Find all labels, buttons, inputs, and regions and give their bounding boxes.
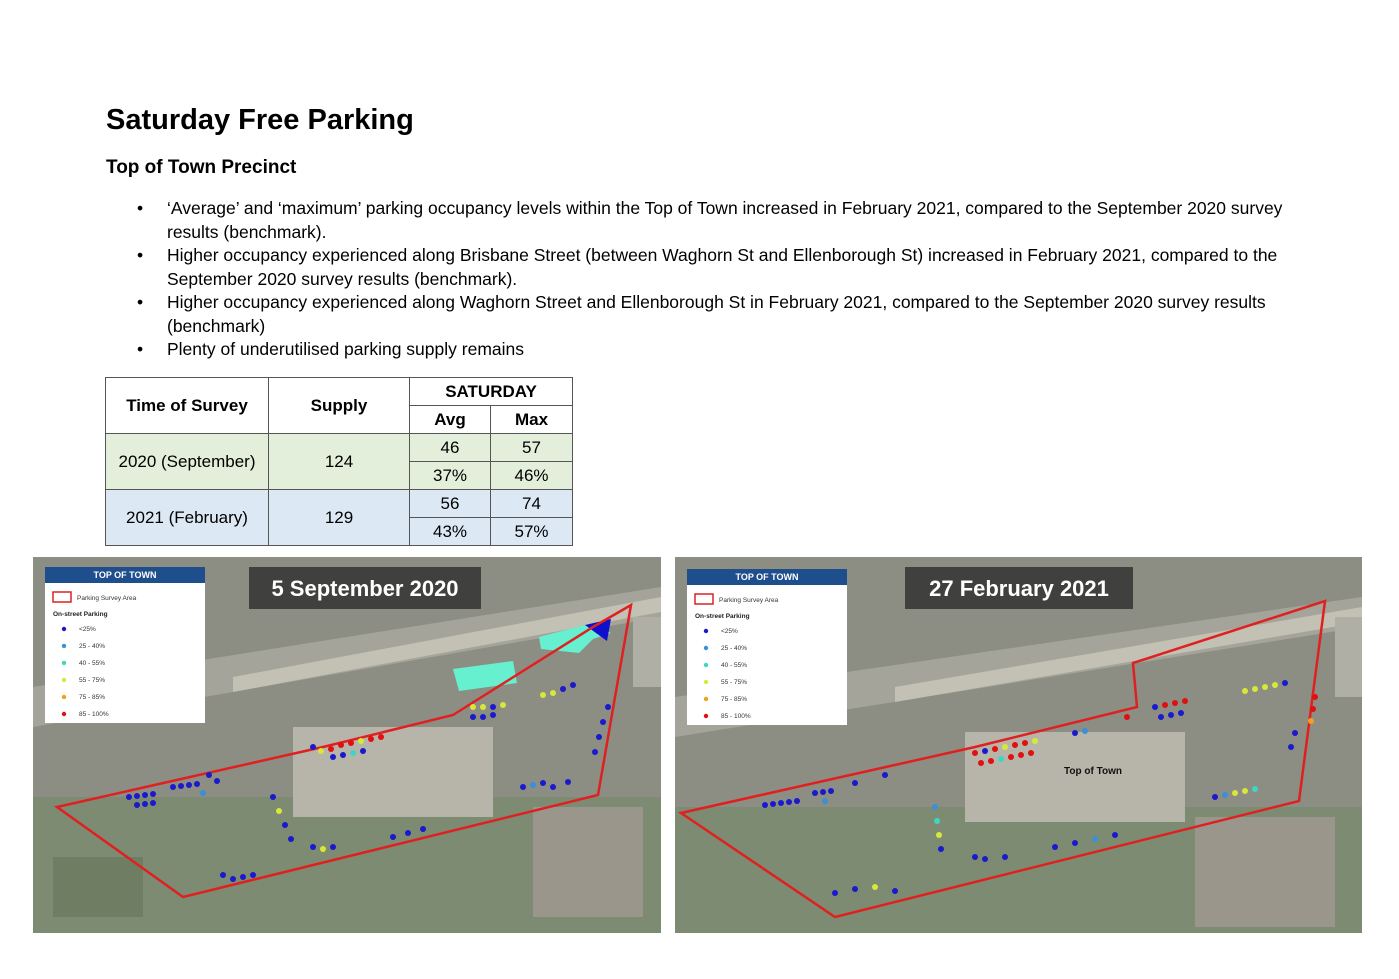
parking-dot — [170, 784, 176, 790]
parking-dot — [368, 736, 374, 742]
parking-dot — [1312, 694, 1318, 700]
parking-dot — [1158, 714, 1164, 720]
parking-dot — [1002, 854, 1008, 860]
legend-item-label: 75 - 85% — [79, 694, 106, 701]
legend-item-label: <25% — [721, 628, 738, 635]
parking-dot — [832, 890, 838, 896]
parking-dot — [490, 704, 496, 710]
map-date-label: 5 September 2020 — [271, 576, 459, 601]
legend-area-label: Parking Survey Area — [719, 597, 779, 604]
parking-dot — [1182, 698, 1188, 704]
parking-dot — [540, 692, 546, 698]
legend-title: TOP OF TOWN — [735, 572, 799, 582]
cell-max: 57 — [491, 434, 573, 462]
findings-list — [106, 197, 1306, 362]
parking-dot — [1308, 718, 1314, 724]
table-row — [106, 490, 573, 518]
list-item: • Higher occupancy experienced along Brisbane Street (between Waghorn St and Ellenborough St) increased in February 2021, compared to the September 2020 survey results (benchmark). — [137, 245, 1278, 289]
parking-dot — [938, 846, 944, 852]
parking-dot — [214, 778, 220, 784]
parking-dot — [1082, 728, 1088, 734]
parking-dot — [872, 884, 878, 890]
legend-item-label: 75 - 85% — [721, 696, 748, 703]
header-max: Max — [491, 406, 573, 434]
parking-dot — [592, 749, 598, 755]
buildings — [1335, 617, 1362, 697]
parking-dot — [1168, 712, 1174, 718]
parking-dot — [560, 686, 566, 692]
parking-dot — [220, 872, 226, 878]
parking-dot — [1072, 730, 1078, 736]
parking-dot — [1152, 704, 1158, 710]
parking-dot — [1212, 794, 1218, 800]
cell-max: 74 — [491, 490, 573, 518]
aerial-map — [33, 557, 661, 933]
parking-dot — [892, 888, 898, 894]
cell-avg: 56 — [410, 490, 491, 518]
table-row — [106, 434, 573, 462]
parking-dot — [820, 789, 826, 795]
parking-dot — [1178, 710, 1184, 716]
parking-dot — [186, 782, 192, 788]
parking-dot — [1124, 714, 1130, 720]
parking-dot — [1242, 788, 1248, 794]
parking-dot — [288, 836, 294, 842]
cell-max-pct: 46% — [491, 462, 573, 490]
bullet-icon: • — [137, 339, 144, 359]
vegetation — [53, 857, 143, 917]
parking-dot — [126, 794, 132, 800]
cell-supply: 124 — [269, 434, 410, 490]
legend-item-label: 85 - 100% — [79, 711, 109, 718]
map-september-2020 — [33, 557, 661, 933]
parking-dot — [318, 748, 324, 754]
legend-item-label: <25% — [79, 626, 96, 633]
legend-dot — [704, 646, 708, 650]
parking-dot — [550, 784, 556, 790]
parking-dot — [470, 704, 476, 710]
parking-dot — [936, 832, 942, 838]
parking-dot — [778, 800, 784, 806]
parking-dot — [992, 746, 998, 752]
parking-dot — [988, 758, 994, 764]
parking-dot — [982, 856, 988, 862]
cell-avg-pct: 43% — [410, 518, 491, 546]
parking-dot — [1272, 682, 1278, 688]
legend-dot — [62, 644, 66, 648]
parking-dot — [934, 818, 940, 824]
parking-dot — [1310, 706, 1316, 712]
parking-dot — [1282, 680, 1288, 686]
parking-dot — [1222, 792, 1228, 798]
header-supply: Supply — [269, 378, 410, 434]
parking-dot — [178, 783, 184, 789]
parking-dot — [1052, 844, 1058, 850]
parking-dot — [1288, 744, 1294, 750]
section-subtitle: Top of Town Precinct — [106, 157, 297, 178]
parking-dot — [762, 802, 768, 808]
parking-dot — [328, 746, 334, 752]
parking-dot — [360, 748, 366, 754]
parking-dot — [320, 846, 326, 852]
parking-dot — [490, 712, 496, 718]
parking-dot — [480, 714, 486, 720]
map-date-label: 27 February 2021 — [929, 576, 1109, 601]
parking-dot — [142, 801, 148, 807]
parking-dot — [982, 748, 988, 754]
map-february-2021 — [675, 557, 1362, 933]
legend-dot — [704, 663, 708, 667]
parking-dot — [565, 779, 571, 785]
map-legend — [45, 567, 205, 723]
parking-dot — [852, 780, 858, 786]
parking-dot — [358, 738, 364, 744]
parking-dot — [340, 752, 346, 758]
parking-dot — [150, 800, 156, 806]
cell-time: 2020 (September) — [106, 434, 269, 490]
parking-dot — [282, 822, 288, 828]
parking-dot — [470, 714, 476, 720]
parking-dot — [605, 704, 611, 710]
legend-dot — [62, 695, 66, 699]
parking-dot — [1018, 752, 1024, 758]
legend-item-label: 25 - 40% — [721, 645, 748, 652]
legend-title: TOP OF TOWN — [93, 570, 157, 580]
parking-dot — [150, 791, 156, 797]
parking-dot — [1028, 750, 1034, 756]
parking-dot — [520, 784, 526, 790]
buildings — [533, 807, 643, 917]
parking-dot — [390, 834, 396, 840]
parking-dot — [310, 744, 316, 750]
bullet-icon: • — [137, 245, 144, 265]
parking-dot — [1172, 700, 1178, 706]
legend-dot — [704, 680, 708, 684]
parking-dot — [1232, 790, 1238, 796]
parking-dot — [1092, 836, 1098, 842]
legend-dot — [62, 661, 66, 665]
legend-area-label: Parking Survey Area — [77, 595, 137, 602]
parking-dot — [270, 794, 276, 800]
parking-dot — [1012, 742, 1018, 748]
parking-dot — [596, 734, 602, 740]
list-item: • Plenty of underutilised parking supply remains — [106, 338, 1306, 362]
parking-dot — [420, 826, 426, 832]
parking-dot — [972, 854, 978, 860]
legend-dot — [704, 629, 708, 633]
legend-section-label: On-street Parking — [695, 613, 750, 620]
cell-max-pct: 57% — [491, 518, 573, 546]
parking-dot — [828, 788, 834, 794]
legend-dot — [704, 697, 708, 701]
legend-dot — [62, 712, 66, 716]
parking-dot — [1162, 702, 1168, 708]
parking-dot — [348, 740, 354, 746]
parking-dot — [405, 830, 411, 836]
bullet-icon: • — [137, 198, 144, 218]
legend-dot — [62, 678, 66, 682]
place-label: Top of Town — [1064, 766, 1122, 777]
parking-dot — [240, 874, 246, 880]
legend-item-label: 25 - 40% — [79, 643, 106, 650]
parking-dot — [998, 756, 1004, 762]
parking-dot — [200, 790, 206, 796]
cell-avg: 46 — [410, 434, 491, 462]
map-legend — [687, 569, 847, 725]
parking-dot — [1022, 740, 1028, 746]
parking-dot — [500, 702, 506, 708]
legend-item-label: 55 - 75% — [79, 677, 106, 684]
legend-dot — [704, 714, 708, 718]
legend-item-label: 40 - 55% — [79, 660, 106, 667]
parking-dot — [1262, 684, 1268, 690]
legend-section-label: On-street Parking — [53, 611, 108, 618]
parking-dot — [1032, 738, 1038, 744]
page-title: Saturday Free Parking — [106, 104, 414, 136]
parking-dot — [812, 790, 818, 796]
parking-dot — [230, 876, 236, 882]
parking-dot — [1252, 686, 1258, 692]
parking-dot — [206, 772, 212, 778]
parking-dot — [1072, 840, 1078, 846]
parking-dot — [330, 754, 336, 760]
parking-dot — [142, 792, 148, 798]
parking-dot — [540, 780, 546, 786]
list-item: • Higher occupancy experienced along Waghorn Street and Ellenborough St in February 2021, compared to the September 2020 survey results (benchmark) — [137, 292, 1266, 336]
legend-item-label: 40 - 55% — [721, 662, 748, 669]
buildings — [1195, 817, 1335, 927]
header-saturday: SATURDAY — [410, 378, 573, 406]
occupancy-table — [105, 377, 573, 546]
parking-dot — [794, 798, 800, 804]
parking-dot — [350, 750, 356, 756]
parking-dot — [786, 799, 792, 805]
parking-dot — [1242, 688, 1248, 694]
parking-dot — [932, 804, 938, 810]
parking-dot — [134, 802, 140, 808]
parking-dot — [550, 690, 556, 696]
legend-item-label: 85 - 100% — [721, 713, 751, 720]
parking-dot — [378, 734, 384, 740]
parking-dot — [1008, 754, 1014, 760]
parking-dot — [338, 742, 344, 748]
parking-dot — [972, 750, 978, 756]
parking-dot — [310, 844, 316, 850]
parking-dot — [1252, 786, 1258, 792]
parking-dot — [600, 719, 606, 725]
parking-dot — [978, 760, 984, 766]
cell-supply: 129 — [269, 490, 410, 546]
town-blocks — [293, 727, 493, 817]
parking-dot — [770, 801, 776, 807]
parking-dot — [194, 781, 200, 787]
cell-time: 2021 (February) — [106, 490, 269, 546]
buildings — [633, 617, 661, 687]
town-blocks — [965, 732, 1185, 822]
parking-dot — [570, 682, 576, 688]
parking-dot — [1002, 744, 1008, 750]
legend-item-label: 55 - 75% — [721, 679, 748, 686]
cell-avg-pct: 37% — [410, 462, 491, 490]
parking-dot — [330, 844, 336, 850]
parking-dot — [822, 798, 828, 804]
parking-dot — [530, 782, 536, 788]
header-time-of-survey: Time of Survey — [106, 378, 269, 434]
parking-dot — [1112, 832, 1118, 838]
legend-dot — [62, 627, 66, 631]
parking-dot — [276, 808, 282, 814]
parking-dot — [1292, 730, 1298, 736]
header-avg: Avg — [410, 406, 491, 434]
parking-dot — [250, 872, 256, 878]
parking-dot — [852, 886, 858, 892]
parking-dot — [480, 704, 486, 710]
list-item: • ‘Average’ and ‘maximum’ parking occupancy levels within the Top of Town increased in February 2021, compared to the September 2020 survey results (benchmark). — [137, 198, 1283, 242]
parking-dot — [882, 772, 888, 778]
bullet-icon: • — [137, 292, 144, 312]
parking-dot — [134, 793, 140, 799]
aerial-map — [675, 557, 1362, 933]
